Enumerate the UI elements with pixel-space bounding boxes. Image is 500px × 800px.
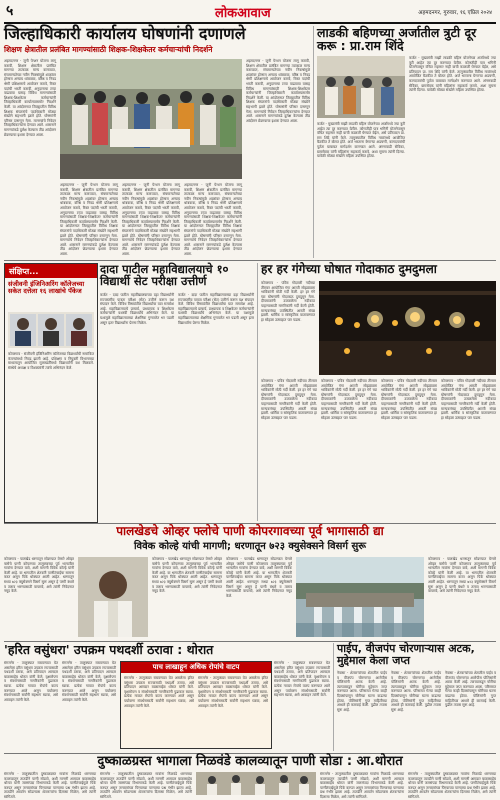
brief-box [4,263,98,523]
brief-label: संक्षिप्त... [5,264,97,278]
body-col-1: कर्जत - मुख्यमंत्री माझी लाडकी बहिण योजनेच्या अर्जांमध्ये ज्या त्रुटी आहेत त्या दूर करण्यात येतील. कोणतीही पात्र भगिनी योजनेपासून वंचित राहणार नाही याची काळजी घेण्यात येईल, असे प्रतिपादन प्रा. राम शिंदे यांनी केले. तालुक्यातील विविध गावांमध्ये आयोजित बैठकीत ते बोलत होते. अर्ज भरताना येणाऱ्या अडचणी, कागदपत्रांची पूर्तता याबाबत मार्गदर्शन करण्यात आले. अंगणवाडी सेविका, ग्रामसेवक यांनी महिलांना सहकार्य करावे, अशा सूचना त्यांनी दिल्या. यावेळी मोठ्या संख्येने महिला उपस्थित होत्या. [317,122,405,159]
section-rule [4,260,496,261]
body-col-2: नेवासा - शेतकऱ्यांच्या शेतातील पाईप व वीजपंप चोरणाऱ्या आरोपीस पोलिसांनी अटक केली आहे. त्याच्याकडून चोरीचा मुद्देमाल जप्त करण्यात आला. परिसरात गेल्या काही दिवसांपासून चोरीच्या घटना वाढल्या होत्या. पोलिसांनी गुप्त माहितीच्या आधारे ही कारवाई केली. पुढील तपास सुरू आहे. [391,671,441,712]
body-col-4: संगमनेर - तालुक्यातील दुष्काळग्रस्त गावांना निळवंडे धरणाच्या कालव्यातून तातडीने पाणी सोडावे, अशी मागणी आमदार बाळासाहेब थोरात यांनी जलसंपदा विभागाकडे केली आहे. पाणीटंचाईमुळे पिके करपत असून जनावरांच्या पिण्याच्या पाण्याचा प्रश्न गंभीर झाला आहे. तातडीने आवर्तन सोडल्यास शेतकऱ्यांना दिलासा मिळेल, असे त्यांनी सांगितले. [408,772,496,799]
body-col-2: कोपरगाव - पवित्र गोदावरी नदीच्या तीरावर आयोजित गंगा आरती सोहळ्याला भाविकांनी मोठी गर्दी केली. हर हर गंगे च्या घोषणांनी गोदाकाठ दुमदुमून गेला. दीपमाळांनी उजळलेला नदीकाठ पाहण्यासाठी नागरिकांनी गर्दी केली होती. मान्यवरांच्या उपस्थितीत आरती संपन्न झाली. धार्मिक व सांस्कृतिक वातावरणात हा सोहळा उत्साहात पार पडला. [261,379,317,420]
body-col-3: कोपरगाव - पालखेड धरणातून सोडण्यात येणारे ओव्हर फ्लोचे पाणी कोपरगाव तालुक्याच्या पूर्व भागातील गावांना देण्यात यावे, अशी मागणी विवेक कोल्हे यांनी केली आहे. या भागातील शेतकरी पाणीटंचाईचा सामना करत असून पिके धोक्यात आली आहेत. धरणातून सध्या ७२३ क्युसेक्सने विसर्ग सुरू असून हे पाणी बंधारे व तलाव भरण्यासाठी वापरावे, असे त्यांनी निवेदनात नमूद केले. [226,557,292,598]
box-body-2: संगमनेर - तालुक्यात राबवण्यात येत असलेला हरित वसुंधरा उपक्रम राज्यासाठी पथदर्शी ठरावा, असे प्रतिपादन आमदार बाळासाहेब थोरात यांनी केले. वृक्षारोपण व संवर्धनासाठी नागरिकांनी पुढाकार घ्यावा. प्रत्येक गावात रोपांचे वाटप करण्यात आले असून पर्यावरण संवर्धनासाठी सर्वांनी सहभाग घ्यावा, असे आवाहन त्यांनी केले. [198,676,268,708]
page-number: ५ [6,3,14,19]
body-col-2: कर्जत - दादा पाटील महाविद्यालयाच्या दहा विद्यार्थ्यांनी राज्यस्तरीय पात्रता परीक्षा (सेट) उत्तीर्ण करून यश संपादन केले. विविध विषयांतील विद्यार्थ्यांचा यात समावेश आहे. महाविद्यालयाचे प्राचार्य, प्राध्यापक व शिक्षकेतर कर्मचाऱ्यांनी यशस्वी विद्यार्थ्यांचे अभिनंदन केले. या यशामुळे महाविद्यालयाच्या शैक्षणिक गुणवत्तेत भर पडली असून इतर विद्यार्थ्यांना प्रेरणा मिळेल. [178,293,254,325]
body-col-2: कोपरगाव - पालखेड धरणातून सोडण्यात येणारे ओव्हर फ्लोचे पाणी कोपरगाव तालुक्याच्या पूर्व भागातील गावांना देण्यात यावे, अशी मागणी विवेक कोल्हे यांनी केली आहे. या भागातील शेतकरी पाणीटंचाईचा सामना करत असून पिके धोक्यात आली आहेत. धरणातून सध्या ७२३ क्युसेक्सने विसर्ग सुरू असून हे पाणी बंधारे व तलाव भरण्यासाठी वापरावे, असे त्यांनी निवेदनात नमूद केले. [152,557,222,594]
box-headline: पाच लाखाहून अधिक रोपांचे वाटप [152,663,240,671]
brief-headline: संजीवनी इंजिनिअरिंग कॉलेजच्या सकेत दत्तेला १६ लाखांचे पॅकेज [8,280,85,295]
body-col-3: संगमनेर - तालुक्यात राबवण्यात येत असलेला हरित वसुंधरा उपक्रम राज्यासाठी पथदर्शी ठरावा, असे प्रतिपादन आमदार बाळासाहेब थोरात यांनी केले. वृक्षारोपण व संवर्धनासाठी नागरिकांनी पुढाकार घ्यावा. प्रत्येक गावात रोपांचे वाटप करण्यात आले असून पर्यावरण संवर्धनासाठी सर्वांनी सहभाग घ्यावा, असे आवाहन त्यांनी केले. [274,661,330,698]
aarti-photo [319,281,496,375]
body-col-2: संगमनेर - तालुक्यात राबवण्यात येत असलेला हरित वसुंधरा उपक्रम राज्यासाठी पथदर्शी ठरावा, असे प्रतिपादन आमदार बाळासाहेब थोरात यांनी केले. वृक्षारोपण व संवर्धनासाठी नागरिकांनी पुढाकार घ्यावा. प्रत्येक गावात रोपांचे वाटप करण्यात आले असून पर्यावरण संवर्धनासाठी सर्वांनी सहभाग घ्यावा, असे आवाहन त्यांनी केले. [62,661,116,702]
issue-meta: अहमदनगर, गुरुवार, १६ एप्रिल २०२४ [418,10,492,16]
subheadline: विवेक कोल्हे यांची मागणी; धरणातून ७२३ क्युसेक्सने विसर्ग सुरू [133,541,367,552]
story-dada-patil-set [100,263,254,521]
headline: दादा पाटील महाविद्यालयाचे १० विद्यार्थी सेट परीक्षा उत्तीर्ण [100,262,229,289]
body-col-3: नेवासा - शेतकऱ्यांच्या शेतातील पाईप व वीजपंप चोरणाऱ्या आरोपीस पोलिसांनी अटक केली आहे. त्याच्याकडून चोरीचा मुद्देमाल जप्त करण्यात आला. परिसरात गेल्या काही दिवसांपासून चोरीच्या घटना वाढल्या होत्या. पोलिसांनी गुप्त माहितीच्या आधारे ही कारवाई केली. पुढील तपास सुरू आहे. [445,671,496,708]
kolhe-photo [78,557,148,637]
box-body-1: संगमनेर - तालुक्यात राबवण्यात येत असलेला हरित वसुंधरा उपक्रम राज्यासाठी पथदर्शी ठरावा, असे प्रतिपादन आमदार बाळासाहेब थोरात यांनी केले. वृक्षारोपण व संवर्धनासाठी नागरिकांनी पुढाकार घ्यावा. प्रत्येक गावात रोपांचे वाटप करण्यात आले असून पर्यावरण संवर्धनासाठी सर्वांनी सहभाग घ्यावा, असे आवाहन त्यांनी केले. [124,676,194,708]
body-col-2: संगमनेर - तालुक्यातील दुष्काळग्रस्त गावांना निळवंडे धरणाच्या कालव्यातून तातडीने पाणी सोडावे, अशी मागणी आमदार बाळासाहेब थोरात यांनी जलसंपदा विभागाकडे केली आहे. पाणीटंचाईमुळे पिके करपत असून जनावरांच्या पिण्याच्या पाण्याचा प्रश्न गंभीर झाला आहे. तातडीने आवर्तन सोडल्यास शेतकऱ्यांना दिलासा मिळेल, असे त्यांनी सांगितले. [100,772,192,799]
headline: पाईप, वीजपंप चोरणाऱ्यास अटक, मुद्देमाल केला जप्त [337,642,475,667]
subheadline: शिक्षण क्षेत्रातील प्रलंबित मागण्यांसाठी शिक्षक-शिक्षकेतर कर्मचाऱ्यांची निदर्शने [4,45,213,54]
body-col-4: कोपरगाव - पवित्र गोदावरी नदीच्या तीरावर आयोजित गंगा आरती सोहळ्याला भाविकांनी मोठी गर्दी केली. हर हर गंगे च्या घोषणांनी गोदाकाठ दुमदुमून गेला. दीपमाळांनी उजळलेला नदीकाठ पाहण्यासाठी नागरिकांनी गर्दी केली होती. मान्यवरांच्या उपस्थितीत आरती संपन्न झाली. धार्मिक व सांस्कृतिक वातावरणात हा सोहळा उत्साहात पार पडला. [381,379,437,420]
column-divider [257,263,258,521]
body-col-5: कोपरगाव - पवित्र गोदावरी नदीच्या तीरावर आयोजित गंगा आरती सोहळ्याला भाविकांनी मोठी गर्दी केली. हर हर गंगे च्या घोषणांनी गोदाकाठ दुमदुमून गेला. दीपमाळांनी उजळलेला नदीकाठ पाहण्यासाठी नागरिकांनी गर्दी केली होती. मान्यवरांच्या उपस्थितीत आरती संपन्न झाली. धार्मिक व सांस्कृतिक वातावरणात हा सोहळा उत्साहात पार पडला. [441,379,496,420]
brief-body: कोपरगाव - संजीवनी इंजिनिअरिंग कॉलेजच्या विद्यार्थ्यांची नामांकित कंपन्यांमध्ये निवड झाली आहे. प्रशिक्षण व नियुक्ती विभागाच्या माध्यमातून आयोजित मुलाखतींमध्ये विद्यार्थ्यांनी यश मिळवले. संस्थेचे अध्यक्ष व विश्वस्तांनी त्यांचे अभिनंदन केले. [8,352,94,370]
column-divider [333,643,334,751]
headline: जिल्हाधिकारी कार्यालय घोषणांनी दणाणले [4,24,246,43]
column-divider [313,26,314,258]
protest-photo [60,59,242,179]
body-col-3: अहमदनगर - जुनी पेन्शन योजना लागू करावी, शिक्षण क्षेत्रातील प्रलंबित मागण्या तात्काळ मान्य कराव्यात, संचमान्यतेच्या नवीन निकषांमुळे शाळांवर होणारा अन्याय थांबवावा, वरिष्ठ व निवड श्रेणी प्रशिक्षणाचे आयोजन करावे, रिक्त पदांची भरती करावी, अनुदानाचा टप्पा वाढवावा यासह विविध मागण्यांसाठी शिक्षक-शिक्षकेतर कर्मचाऱ्यांनी जिल्हाधिकारी कार्यालयासमोर निदर्शने केली. या आंदोलनात जिल्ह्यातील विविध शिक्षक संघटनांचे पदाधिकारी मोठ्या संख्येने सहभागी झाले होते. घोषणांनी परिसर दणाणून गेला. मागण्यांचे निवेदन जिल्हाधिकाऱ्यांना देण्यात आले. शासनाने मागण्यांकडे दुर्लक्ष केल्यास तीव्र आंदोलन छेडण्याचा इशारा देण्यात आला. [122,183,180,256]
saplings-box [120,661,272,749]
body-col-4: अहमदनगर - जुनी पेन्शन योजना लागू करावी, शिक्षण क्षेत्रातील प्रलंबित मागण्या तात्काळ मान्य कराव्यात, संचमान्यतेच्या नवीन निकषांमुळे शाळांवर होणारा अन्याय थांबवावा, वरिष्ठ व निवड श्रेणी प्रशिक्षणाचे आयोजन करावे, रिक्त पदांची भरती करावी, अनुदानाचा टप्पा वाढवावा यासह विविध मागण्यांसाठी शिक्षक-शिक्षकेतर कर्मचाऱ्यांनी जिल्हाधिकारी कार्यालयासमोर निदर्शने केली. या आंदोलनात जिल्ह्यातील विविध शिक्षक संघटनांचे पदाधिकारी मोठ्या संख्येने सहभागी झाले होते. घोषणांनी परिसर दणाणून गेला. मागण्यांचे निवेदन जिल्हाधिकाऱ्यांना देण्यात आले. शासनाने मागण्यांकडे दुर्लक्ष केल्यास तीव्र आंदोलन छेडण्याचा इशारा देण्यात आला. [184,183,242,256]
thorat-photo [196,772,316,795]
body-col-1: अहमदनगर - जुनी पेन्शन योजना लागू करावी, शिक्षण क्षेत्रातील प्रलंबित मागण्या तात्काळ मान्य कराव्यात, संचमान्यतेच्या नवीन निकषांमुळे शाळांवर होणारा अन्याय थांबवावा, वरिष्ठ व निवड श्रेणी प्रशिक्षणाचे आयोजन करावे, रिक्त पदांची भरती करावी, अनुदानाचा टप्पा वाढवावा यासह विविध मागण्यांसाठी शिक्षक-शिक्षकेतर कर्मचाऱ्यांनी जिल्हाधिकारी कार्यालयासमोर निदर्शने केली. या आंदोलनात जिल्ह्यातील विविध शिक्षक संघटनांचे पदाधिकारी मोठ्या संख्येने सहभागी झाले होते. घोषणांनी परिसर दणाणून गेला. मागण्यांचे निवेदन जिल्हाधिकाऱ्यांना देण्यात आले. शासनाने मागण्यांकडे दुर्लक्ष केल्यास तीव्र आंदोलन छेडण्याचा इशारा देण्यात आला. [4,59,56,137]
shinde-meeting-photo [317,56,405,118]
body-col-3: कोपरगाव - पवित्र गोदावरी नदीच्या तीरावर आयोजित गंगा आरती सोहळ्याला भाविकांनी मोठी गर्दी केली. हर हर गंगे च्या घोषणांनी गोदाकाठ दुमदुमून गेला. दीपमाळांनी उजळलेला नदीकाठ पाहण्यासाठी नागरिकांनी गर्दी केली होती. मान्यवरांच्या उपस्थितीत आरती संपन्न झाली. धार्मिक व सांस्कृतिक वातावरणात हा सोहळा उत्साहात पार पडला. [321,379,377,420]
story-ladki-bahin [317,26,496,258]
body-col-2: कर्जत - मुख्यमंत्री माझी लाडकी बहिण योजनेच्या अर्जांमध्ये ज्या त्रुटी आहेत त्या दूर करण्यात येतील. कोणतीही पात्र भगिनी योजनेपासून वंचित राहणार नाही याची काळजी घेण्यात येईल, असे प्रतिपादन प्रा. राम शिंदे यांनी केले. तालुक्यातील विविध गावांमध्ये आयोजित बैठकीत ते बोलत होते. अर्ज भरताना येणाऱ्या अडचणी, कागदपत्रांची पूर्तता याबाबत मार्गदर्शन करण्यात आले. अंगणवाडी सेविका, ग्रामसेवक यांनी महिलांना सहकार्य करावे, अशा सूचना त्यांनी दिल्या. यावेळी मोठ्या संख्येने महिला उपस्थित होत्या. [409,56,496,93]
body-col-1: कोपरगाव - पालखेड धरणातून सोडण्यात येणारे ओव्हर फ्लोचे पाणी कोपरगाव तालुक्याच्या पूर्व भागातील गावांना देण्यात यावे, अशी मागणी विवेक कोल्हे यांनी केली आहे. या भागातील शेतकरी पाणीटंचाईचा सामना करत असून पिके धोक्यात आली आहेत. धरणातून सध्या ७२३ क्युसेक्सने विसर्ग सुरू असून हे पाणी बंधारे व तलाव भरण्यासाठी वापरावे, असे त्यांनी निवेदनात नमूद केले. [4,557,74,594]
body-col-4: कोपरगाव - पालखेड धरणातून सोडण्यात येणारे ओव्हर फ्लोचे पाणी कोपरगाव तालुक्याच्या पूर्व भागातील गावांना देण्यात यावे, अशी मागणी विवेक कोल्हे यांनी केली आहे. या भागातील शेतकरी पाणीटंचाईचा सामना करत असून पिके धोक्यात आली आहेत. धरणातून सध्या ७२३ क्युसेक्सने विसर्ग सुरू असून हे पाणी बंधारे व तलाव भरण्यासाठी वापरावे, असे त्यांनी निवेदनात नमूद केले. [428,557,496,594]
students-photos [8,312,94,348]
dam-photo [296,557,424,637]
headline: 'हरित वसुंधरा' उपक्रम पथदर्शी ठरावा : थोरात [4,642,214,657]
logo-text: लोकआवाज [215,6,271,21]
story-nilwande-canal [4,754,496,799]
headline: लाडकी बहिणच्या अर्जातील त्रुटी दूर करू : प्रा.राम शिंदे [317,25,477,54]
body-col-1: संगमनेर - तालुक्यात राबवण्यात येत असलेला हरित वसुंधरा उपक्रम राज्यासाठी पथदर्शी ठरावा, असे प्रतिपादन आमदार बाळासाहेब थोरात यांनी केले. वृक्षारोपण व संवर्धनासाठी नागरिकांनी पुढाकार घ्यावा. प्रत्येक गावात रोपांचे वाटप करण्यात आले असून पर्यावरण संवर्धनासाठी सर्वांनी सहभाग घ्यावा, असे आवाहन त्यांनी केले. [4,661,58,702]
logo [215,2,285,20]
body-col-2: अहमदनगर - जुनी पेन्शन योजना लागू करावी, शिक्षण क्षेत्रातील प्रलंबित मागण्या तात्काळ मान्य कराव्यात, संचमान्यतेच्या नवीन निकषांमुळे शाळांवर होणारा अन्याय थांबवावा, वरिष्ठ व निवड श्रेणी प्रशिक्षणाचे आयोजन करावे, रिक्त पदांची भरती करावी, अनुदानाचा टप्पा वाढवावा यासह विविध मागण्यांसाठी शिक्षक-शिक्षकेतर कर्मचाऱ्यांनी जिल्हाधिकारी कार्यालयासमोर निदर्शने केली. या आंदोलनात जिल्ह्यातील विविध शिक्षक संघटनांचे पदाधिकारी मोठ्या संख्येने सहभागी झाले होते. घोषणांनी परिसर दणाणून गेला. मागण्यांचे निवेदन जिल्हाधिकाऱ्यांना देण्यात आले. शासनाने मागण्यांकडे दुर्लक्ष केल्यास तीव्र आंदोलन छेडण्याचा इशारा देण्यात आला. [60,183,118,256]
story-collector-office-protest [4,26,310,258]
body-col-1: कोपरगाव - पवित्र गोदावरी नदीच्या तीरावर आयोजित गंगा आरती सोहळ्याला भाविकांनी मोठी गर्दी केली. हर हर गंगे च्या घोषणांनी गोदाकाठ दुमदुमून गेला. दीपमाळांनी उजळलेला नदीकाठ पाहण्यासाठी नागरिकांनी गर्दी केली होती. मान्यवरांच्या उपस्थितीत आरती संपन्न झाली. धार्मिक व सांस्कृतिक वातावरणात हा सोहळा उत्साहात पार पडला. [261,281,315,322]
headline: पालखेडचे ओव्हर फ्लोचे पाणी कोपरगावच्या पूर्व भागासाठी द्या [116,524,384,538]
story-pipe-theft-arrest [337,643,496,751]
story-harit-vasundhara [4,643,330,751]
body-col-5: अहमदनगर - जुनी पेन्शन योजना लागू करावी, शिक्षण क्षेत्रातील प्रलंबित मागण्या तात्काळ मान्य कराव्यात, संचमान्यतेच्या नवीन निकषांमुळे शाळांवर होणारा अन्याय थांबवावा, वरिष्ठ व निवड श्रेणी प्रशिक्षणाचे आयोजन करावे, रिक्त पदांची भरती करावी, अनुदानाचा टप्पा वाढवावा यासह विविध मागण्यांसाठी शिक्षक-शिक्षकेतर कर्मचाऱ्यांनी जिल्हाधिकारी कार्यालयासमोर निदर्शने केली. या आंदोलनात जिल्ह्यातील विविध शिक्षक संघटनांचे पदाधिकारी मोठ्या संख्येने सहभागी झाले होते. घोषणांनी परिसर दणाणून गेला. मागण्यांचे निवेदन जिल्हाधिकाऱ्यांना देण्यात आले. शासनाने मागण्यांकडे दुर्लक्ष केल्यास तीव्र आंदोलन छेडण्याचा इशारा देण्यात आला. [246,59,310,123]
headline: दुष्काळग्रस्त भागाला निळवंडे कालव्यातून पाणी सोडा : आ.थोरात [97,754,403,769]
box-headline-bar [121,662,271,673]
body-col-1: नेवासा - शेतकऱ्यांच्या शेतातील पाईप व वीजपंप चोरणाऱ्या आरोपीस पोलिसांनी अटक केली आहे. त्याच्याकडून चोरीचा मुद्देमाल जप्त करण्यात आला. परिसरात गेल्या काही दिवसांपासून चोरीच्या घटना वाढल्या होत्या. पोलिसांनी गुप्त माहितीच्या आधारे ही कारवाई केली. पुढील तपास सुरू आहे. [337,671,387,712]
masthead [0,0,500,24]
body-col-3: संगमनेर - तालुक्यातील दुष्काळग्रस्त गावांना निळवंडे धरणाच्या कालव्यातून तातडीने पाणी सोडावे, अशी मागणी आमदार बाळासाहेब थोरात यांनी जलसंपदा विभागाकडे केली आहे. पाणीटंचाईमुळे पिके करपत असून जनावरांच्या पिण्याच्या पाण्याचा प्रश्न गंभीर झाला आहे. तातडीने आवर्तन सोडल्यास शेतकऱ्यांना दिलासा मिळेल, असे त्यांनी सांगितले. [320,772,404,799]
story-ganga-aarti [261,263,496,521]
story-palkhed-water [4,525,496,639]
body-col-1: संगमनेर - तालुक्यातील दुष्काळग्रस्त गावांना निळवंडे धरणाच्या कालव्यातून तातडीने पाणी सोडावे, अशी मागणी आमदार बाळासाहेब थोरात यांनी जलसंपदा विभागाकडे केली आहे. पाणीटंचाईमुळे पिके करपत असून जनावरांच्या पिण्याच्या पाण्याचा प्रश्न गंभीर झाला आहे. तातडीने आवर्तन सोडल्यास शेतकऱ्यांना दिलासा मिळेल, असे त्यांनी सांगितले. [4,772,96,799]
headline: हर हर गंगेच्या घोषात गोदाकाठ दुमदुमला [261,262,437,276]
body-col-1: कर्जत - दादा पाटील महाविद्यालयाच्या दहा विद्यार्थ्यांनी राज्यस्तरीय पात्रता परीक्षा (सेट) उत्तीर्ण करून यश संपादन केले. विविध विषयांतील विद्यार्थ्यांचा यात समावेश आहे. महाविद्यालयाचे प्राचार्य, प्राध्यापक व शिक्षकेतर कर्मचाऱ्यांनी यशस्वी विद्यार्थ्यांचे अभिनंदन केले. या यशामुळे महाविद्यालयाच्या शैक्षणिक गुणवत्तेत भर पडली असून इतर विद्यार्थ्यांना प्रेरणा मिळेल. [100,293,174,325]
